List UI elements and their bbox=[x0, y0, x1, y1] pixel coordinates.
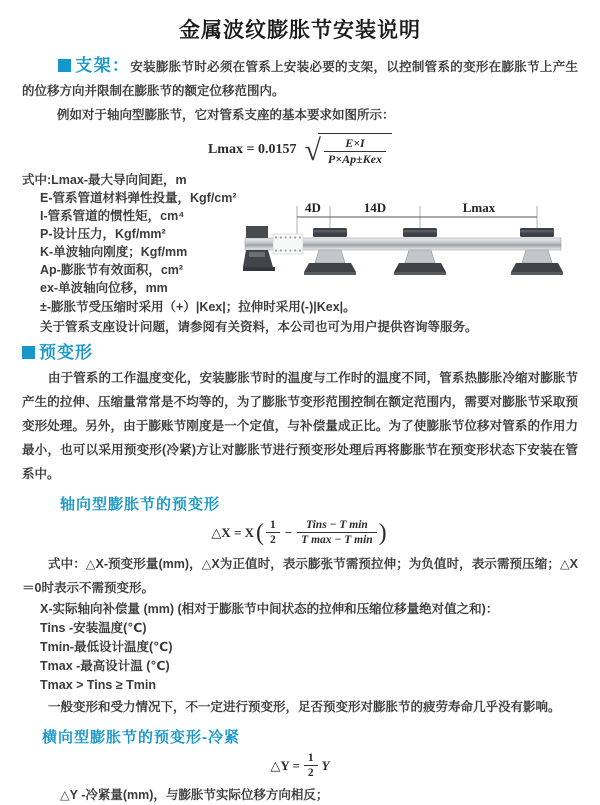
axial-explain-paragraph: 式中：△X-预变形量(mm)，△X为正值时，表示膨张节需预拉伸；为负值时，表示需预压缩；△X＝0时表示不需预变形。 bbox=[22, 556, 578, 595]
definition-line: 式中:Lmax-最大导向间距，m bbox=[22, 173, 187, 187]
definitions-and-diagram bbox=[22, 171, 578, 297]
lateral-formula-rhs: Y bbox=[321, 757, 330, 773]
lateral-half-denominator: 2 bbox=[304, 765, 318, 780]
dim-label-lmax: Lmax bbox=[462, 200, 496, 215]
definition-line: E-管系管道材料弹性投量，Kgf/cm² bbox=[40, 191, 237, 205]
lateral-formula bbox=[22, 751, 578, 781]
guide-support bbox=[394, 228, 446, 275]
pipe-support-diagram bbox=[243, 197, 599, 302]
sqrt-construct bbox=[304, 133, 392, 167]
axial-subtitle: 轴向型膨胀节的预变形 bbox=[60, 496, 221, 513]
close-paren: ) bbox=[378, 519, 387, 546]
lmax-formula-denominator: P×Ap±Kex bbox=[324, 151, 386, 167]
axial-definition-line: X-实际轴向补偿量 (mm) (相对于膨胀节中间状态的拉伸和压缩位移量绝对值之和)： bbox=[40, 601, 499, 616]
support-intro-text: 安装膨胀节时必须在管系上安装必要的支架，以控制管系的变形在膨胀节上产生的位移方向并限制在膨胀节的额定位移范围内。 bbox=[22, 60, 578, 98]
axial-formula-lhs: △X = X bbox=[211, 524, 254, 540]
axial-definition-line: Tmax -最高设计温 (℃) bbox=[40, 658, 170, 673]
radical-sign: √ bbox=[304, 133, 321, 167]
temp-frac-numerator: Tins − T min bbox=[306, 519, 368, 531]
predeform-section-heading: 预变形 bbox=[39, 343, 93, 362]
lmax-formula bbox=[22, 133, 578, 167]
axial-formula bbox=[22, 518, 578, 548]
plus-minus-note: ±-膨胀节受压缩时采用（+）|Kex|；拉伸时采用(-)|Kex|。 bbox=[40, 300, 356, 314]
predeform-heading-row bbox=[22, 341, 578, 366]
axial-definition-line: Tmin-最低设计温度(℃) bbox=[40, 639, 173, 654]
lateral-note: △Y -冷紧量(mm)，与膨胀节实际位移方向相反； bbox=[60, 787, 329, 802]
axial-general-note: 一般变形和受力情况下，不一定进行预变形，足否预变形对膨胀节的疲劳寿命几乎没有影响。 bbox=[48, 699, 561, 714]
blue-square-icon bbox=[58, 59, 71, 72]
dim-label-14d: 14D bbox=[363, 200, 387, 215]
definition-line: Ap-膨胀节有效面积，cm² bbox=[40, 263, 184, 277]
guide-support bbox=[304, 228, 356, 275]
guide-support bbox=[511, 228, 563, 275]
half-denominator: 2 bbox=[266, 532, 280, 547]
bellows-section bbox=[273, 234, 303, 254]
lateral-formula-lhs: △Y = bbox=[270, 757, 300, 773]
axial-definition-line: Tmax > Tins ≥ Tmin bbox=[40, 677, 157, 692]
blue-square-icon bbox=[22, 346, 35, 359]
page-title: 金属波纹膨胀节安装说明 bbox=[179, 19, 421, 42]
definition-line: ex-单波轴向位移，mm bbox=[40, 281, 168, 295]
lmax-formula-numerator: E×I bbox=[345, 136, 365, 150]
axial-definition-line: Tins -安装温度(℃) bbox=[40, 620, 147, 635]
dim-label-4d: 4D bbox=[305, 200, 321, 215]
lateral-half-numerator: 1 bbox=[307, 751, 314, 764]
support-section-heading: 支架： bbox=[75, 56, 131, 75]
lateral-subtitle: 横向型膨胀节的预变形-冷紧 bbox=[42, 728, 240, 746]
consult-note: 关于管系支座设计问题，请参阅有关资料，本公司也可为用户提供咨询等服务。 bbox=[40, 320, 478, 334]
temp-frac-denominator: T max − T min bbox=[297, 532, 377, 547]
support-intro-paragraph bbox=[22, 54, 578, 103]
definition-line: I-管系管道的惯性矩，cm⁴ bbox=[40, 209, 185, 223]
half-numerator: 1 bbox=[270, 519, 276, 531]
lmax-formula-lhs: Lmax = 0.0157 bbox=[207, 142, 297, 157]
predeform-body-paragraph: 由于管系的工作温度变化，安装膨胀节时的温度与工作时的温度不同，管系热膨胀冷缩对膨胀节产生的拉伸、压缩量常常是不均等的，为了膨胀节变形范围控制在额定范围内，需要对膨胀节采取预变形处理。另外，由于膨账节刚度是一个定值，与补偿量成正比。为了使膨胀节位移对管系的作用力最小，也可以采用预变形(冷紧)方让对膨胀节进行预变形处理后再将膨胀节在预变形状态下安装在管系中。 bbox=[22, 371, 578, 481]
definition-line: P-设计压力，Kgf/mm² bbox=[40, 227, 166, 241]
open-paren: ( bbox=[256, 519, 264, 546]
support-example-line: 例如对于轴向型膨胀节，它对管系支座的基本要求如图所示： bbox=[57, 108, 395, 122]
minus-sign: − bbox=[284, 524, 293, 540]
definition-line: K-单波轴向刚度；Kgf/mm bbox=[40, 245, 188, 259]
